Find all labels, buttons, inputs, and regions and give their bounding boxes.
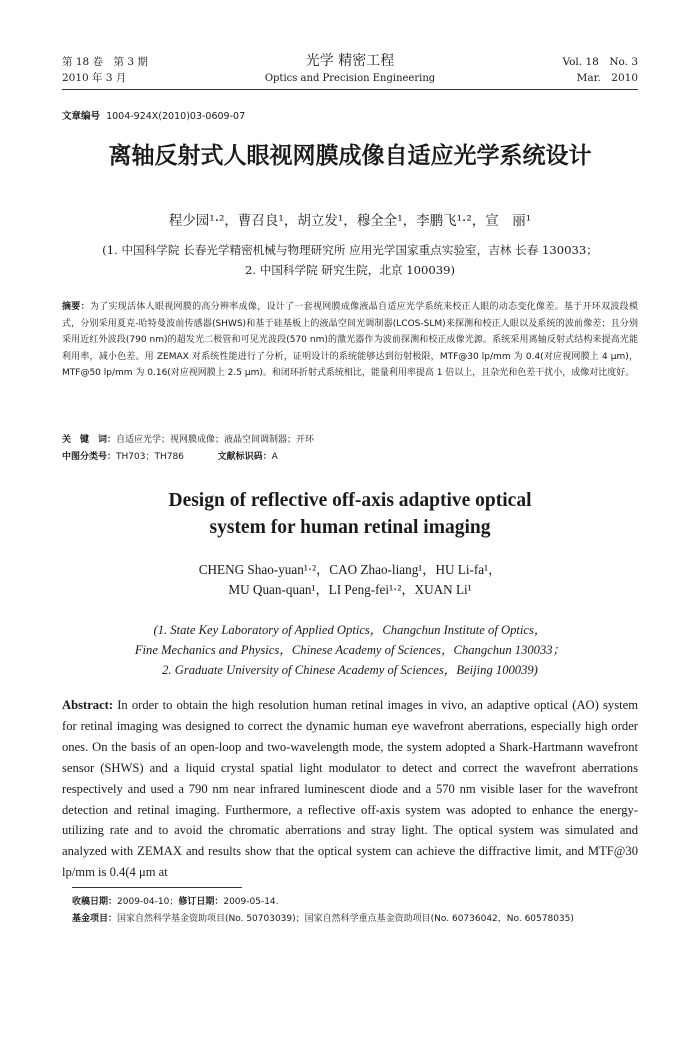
affiliation-en-1: (1. State Key Laboratory of Applied Optics，Changchun Institute of Optics， (153, 623, 547, 637)
received-label: 收稿日期： (72, 897, 118, 907)
affiliation-cn-1: (1. 中国科学院 长春光学精密机械与物理研究所 应用光学国家重点实验室，吉林 长春 130033； (102, 243, 598, 257)
authors-en-line-1: CHENG Shao-yuan¹·²，CAO Zhao-liang¹，HU Li-fa¹， (198, 562, 502, 577)
header-rule (62, 89, 638, 90)
received-value: 2009-04-10； (117, 897, 179, 907)
title-en-line-2: system for human retinal imaging (209, 517, 491, 538)
footnote-rule (72, 887, 242, 888)
affiliation-en-3: 2. Graduate University of Chinese Academy of Sciences，Beijing 100039) (162, 663, 538, 677)
journal-title-en: Optics and Precision Engineering (264, 73, 436, 84)
footnote-fund (72, 912, 638, 927)
title-cn: 离轴反射式人眼视网膜成像自适应光学系统设计 (108, 143, 592, 169)
doc-code-label: 文献标识码： (217, 452, 272, 462)
clc-value: TH703；TH786 (116, 452, 184, 462)
header-volume-cn: 第 18 卷 第 3 期 (62, 56, 148, 68)
revised-value: 2009-05-14. (223, 897, 279, 907)
journal-title-cn: 光学 精密工程 (305, 53, 395, 69)
abstract-en-text: In order to obtain the high resolution human retinal images in vivo, an adaptive optical (AO) system for retinal imaging was designed to correct the dynamic human eye wavefront aberrations, especially high order ones. On the basis of an open-loop and two-wavelength mode, the system adopted a Shark-Hartmann wavefront sensor (SHWS) and a liquid crystal spatial light modulator to detect and correct the wavefront aberrations respectively and used a 790 nm near infrared luminescent diode and a 570 nm visible laser for the wavefront detection and retinal imaging. Furthermore, a reflective off-axis system was adopted to enhance the energy-utilizing rate and to avoid the chromatic aberrations and stray light. The optical system was simulated and analyzed with ZEMAX and results show that the optical system can achieve the diffractive limit, and MTF@30 lp/mm is 0.4(4 μm at (62, 698, 638, 880)
fund-label: 基金项目： (72, 914, 118, 924)
abstract-en-label: Abstract: (62, 698, 114, 712)
header-date-en: Mar. 2010 (576, 72, 638, 84)
authors-cn: 程少园¹·²，曹召良¹，胡立发¹，穆全全¹，李鹏飞¹·²，宣 丽¹ (168, 213, 532, 229)
affiliation-cn-2: 2. 中国科学院 研究生院，北京 100039) (244, 263, 456, 277)
footnote-dates (72, 895, 279, 910)
affiliation-en-2: Fine Mechanics and Physics，Chinese Academy of Sciences，Changchun 130033； (134, 643, 566, 657)
classification (62, 450, 278, 464)
keywords-label: 关 键 词： (62, 435, 117, 445)
keywords-text: 自适应光学；视网膜成像；液晶空间调制器；开环 (116, 435, 315, 445)
article-number-label: 文章编号 (62, 111, 101, 122)
article-number-value: 1004-924X(2010)03-0609-07 (106, 111, 246, 122)
article-number (62, 108, 245, 122)
title-en-line-1: Design of reflective off-axis adaptive optical (168, 490, 532, 511)
fund-text: 国家自然科学基金资助项目(No. 50703039)；国家自然科学重点基金资助项目(No. 60736042，No. 60578035) (117, 914, 574, 924)
authors-en-line-2: MU Quan-quan¹，LI Peng-fei¹·²，XUAN Li¹ (228, 582, 472, 597)
header-volume-en: Vol. 18 No. 3 (562, 56, 638, 68)
abstract-cn-label: 摘要： (62, 302, 90, 312)
doc-code-value: A (271, 452, 278, 462)
abstract-cn-text: 为了实现活体人眼视网膜的高分辨率成像，设计了一套视网膜成像液晶自适应光学系统来校正人眼的动态变化像差。基于开环双波段模式，分别采用夏克-哈特曼波前传感器(SHWS)和基于硅基板上的液晶空间光调制器(LCOS-SLM)来探测和校正人眼以及系统的波前像差；且分别采用近红外波段(790 nm)的超发光二极管和可见光波段(570 nm)的激光器作为波前探测和校正成像光源。系统采用离轴反射式结构来提高光能利用率，减小色差。用 ZEMAX 对系统性能进行了分析，证明设计的系统能够达到衍射极限，MTF@30 lp/mm 为 0.4(对应视网膜上 4 μm)，MTF@50 lp/mm 为 0.16(对应视网膜上 2.5 μm)。和闭环折射式系统相比，能量利用率提高 1 倍以上，且杂光和色差干扰小，成像对比度好。 (62, 302, 638, 378)
abstract-cn (62, 299, 638, 382)
revised-label: 修订日期： (178, 897, 224, 907)
abstract-en (62, 695, 638, 883)
clc-label: 中图分类号： (62, 452, 117, 462)
header-date-cn: 2010 年 3 月 (62, 72, 127, 84)
keywords (62, 433, 314, 447)
